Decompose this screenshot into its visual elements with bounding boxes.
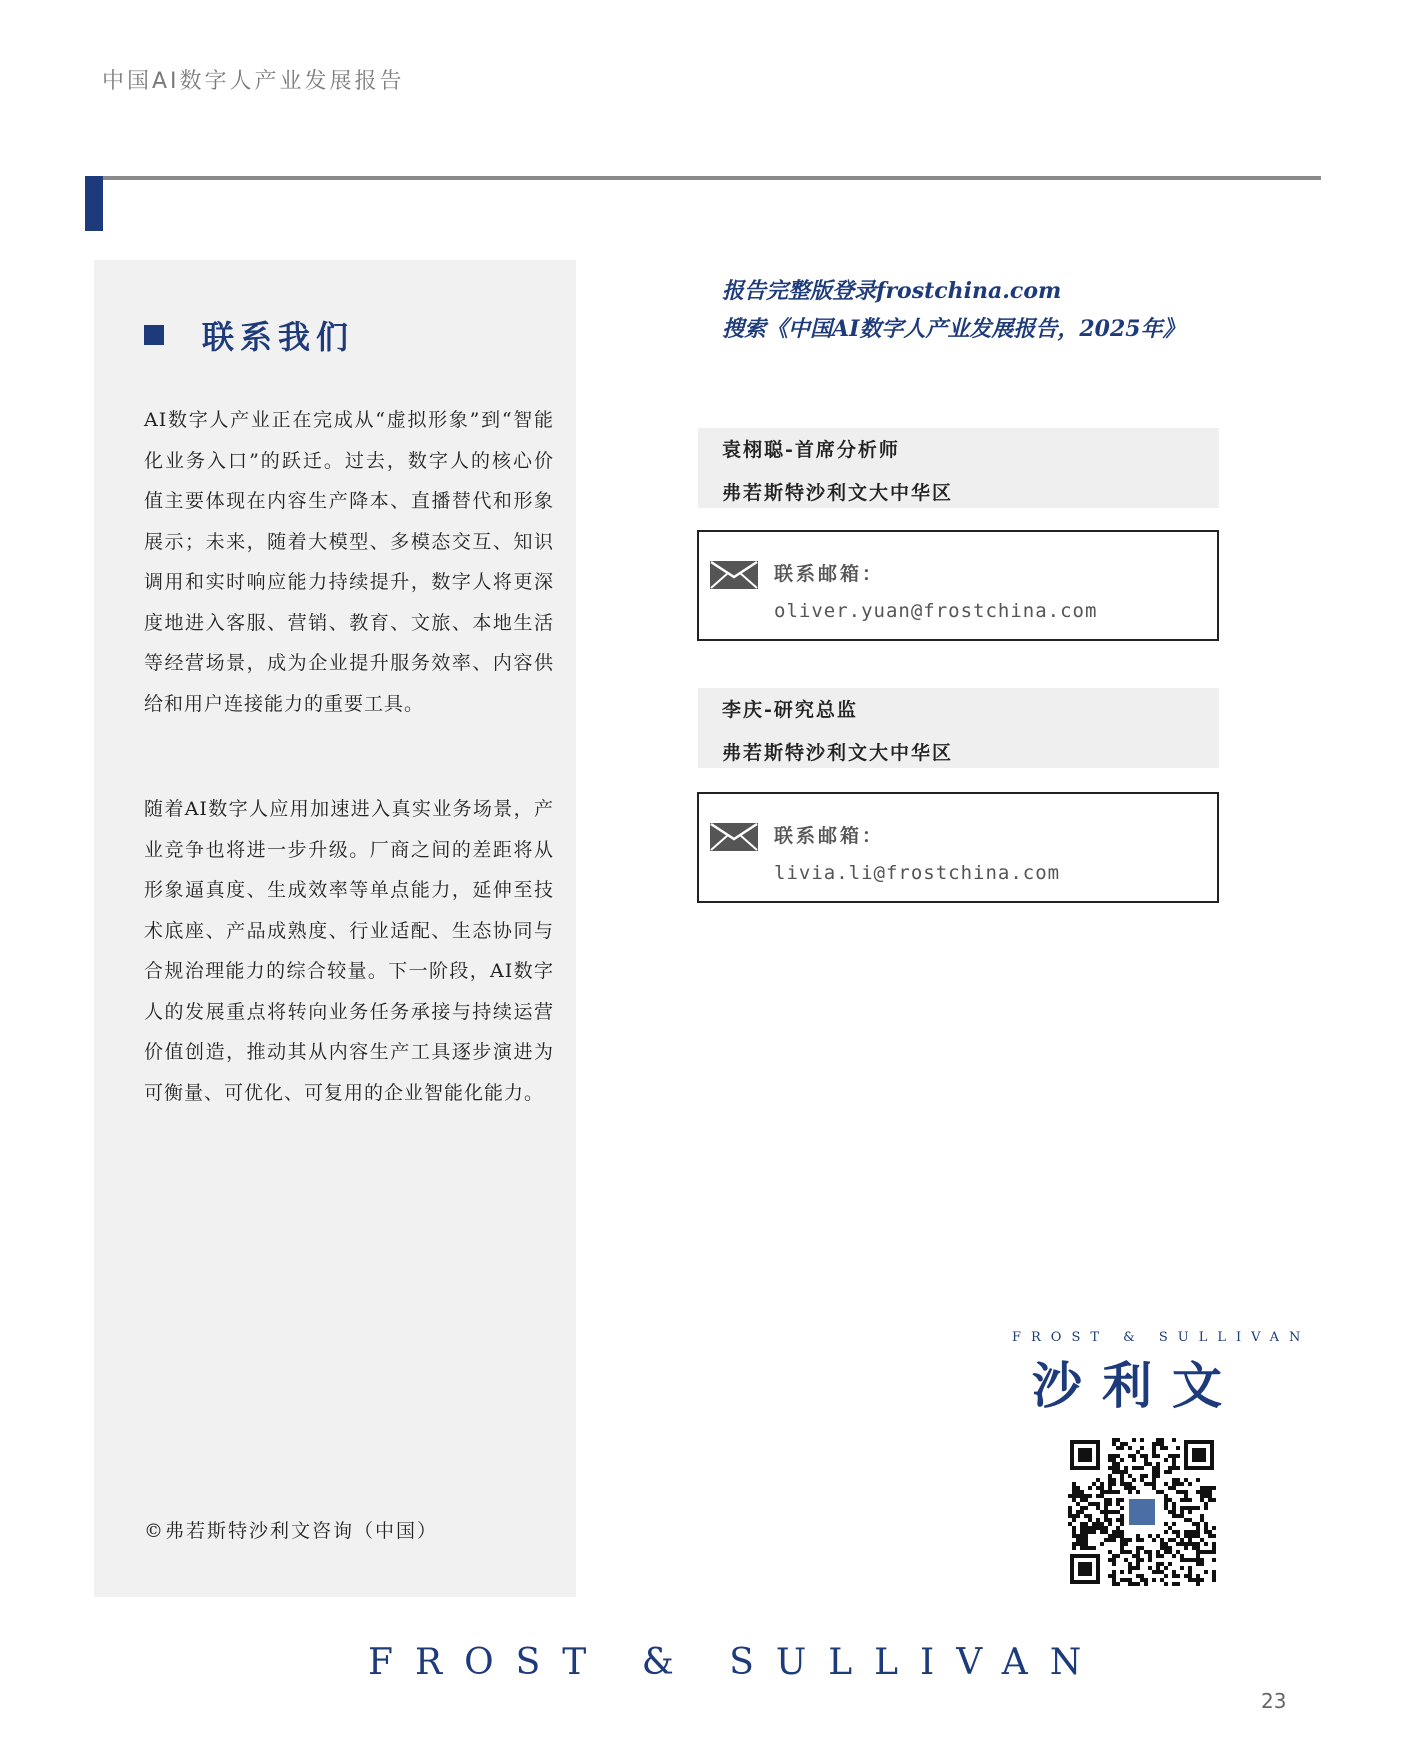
outlook-paragraph: 随着AI数字人应用加速进入真实业务场景，产业竞争也将进一步升级。厂商之间的差距将从形象逼真度、生成效率等单点能力，延伸至技术底座、产品成熟度、行业适配、生态协同与合规治理能力的综合较量。下一阶段，AI数字人的发展重点将转向业务任务承接与持续运营价值创造，推动其从内容生产工具逐步演进为可衡量、可优化、可复用的企业智能化能力。 xyxy=(144,798,554,1104)
contact-name: 李庆-研究总监 xyxy=(722,699,858,721)
top-divider xyxy=(85,176,1321,180)
logo-chinese: 沙利文 xyxy=(1032,1357,1242,1415)
email-box xyxy=(697,792,1219,903)
email-address[interactable]: livia.li@frostchina.com xyxy=(774,862,1061,884)
email-label: 联系邮箱： xyxy=(774,825,885,847)
contact-card xyxy=(698,428,1219,508)
mail-icon xyxy=(709,822,759,852)
intro-paragraph: AI数字人产业正在完成从“虚拟形象”到“智能化业务入口”的跃迁。过去，数字人的核心价值主要体现在内容生产降本、直播替代和形象展示；未来，随着大模型、多模态交互、知识调用和实时响应能力持续提升，数字人将更深度地进入客服、营销、教育、文旅、本地生活等经营场景，成为企业提升服务效率、内容供给和用户连接能力的重要工具。 xyxy=(144,409,554,715)
email-address[interactable]: oliver.yuan@frostchina.com xyxy=(774,600,1098,622)
contact-org: 弗若斯特沙利文大中华区 xyxy=(722,742,954,764)
report-title: 中国AI数字人产业发展报告 xyxy=(102,69,405,94)
square-bullet-icon xyxy=(144,325,164,345)
email-label: 联系邮箱： xyxy=(774,563,885,585)
footer-brand: FROST & SULLIVAN xyxy=(368,1642,1104,1683)
section-heading xyxy=(144,312,354,358)
contact-org: 弗若斯特沙利文大中华区 xyxy=(722,482,954,504)
contact-panel xyxy=(94,260,576,1597)
report-link-line-1[interactable]: 报告完整版登录frostchina.com xyxy=(722,278,1062,304)
page-number: 23 xyxy=(1261,1689,1287,1713)
report-link-line-2: 搜索《中国AI数字人产业发展报告，2025年》 xyxy=(722,316,1185,342)
section-heading-text: 联系我们 xyxy=(202,318,355,356)
logo-english: FROST & SULLIVAN xyxy=(1012,1330,1311,1345)
contact-card xyxy=(698,688,1219,768)
contact-name: 袁栩聪-首席分析师 xyxy=(722,439,900,461)
email-box xyxy=(697,530,1219,641)
report-link[interactable] xyxy=(722,272,1185,348)
mail-icon xyxy=(709,560,759,590)
qr-code xyxy=(1066,1436,1218,1588)
copyright: ©弗若斯特沙利文咨询（中国） xyxy=(144,1520,439,1542)
top-accent-bar xyxy=(85,176,103,231)
